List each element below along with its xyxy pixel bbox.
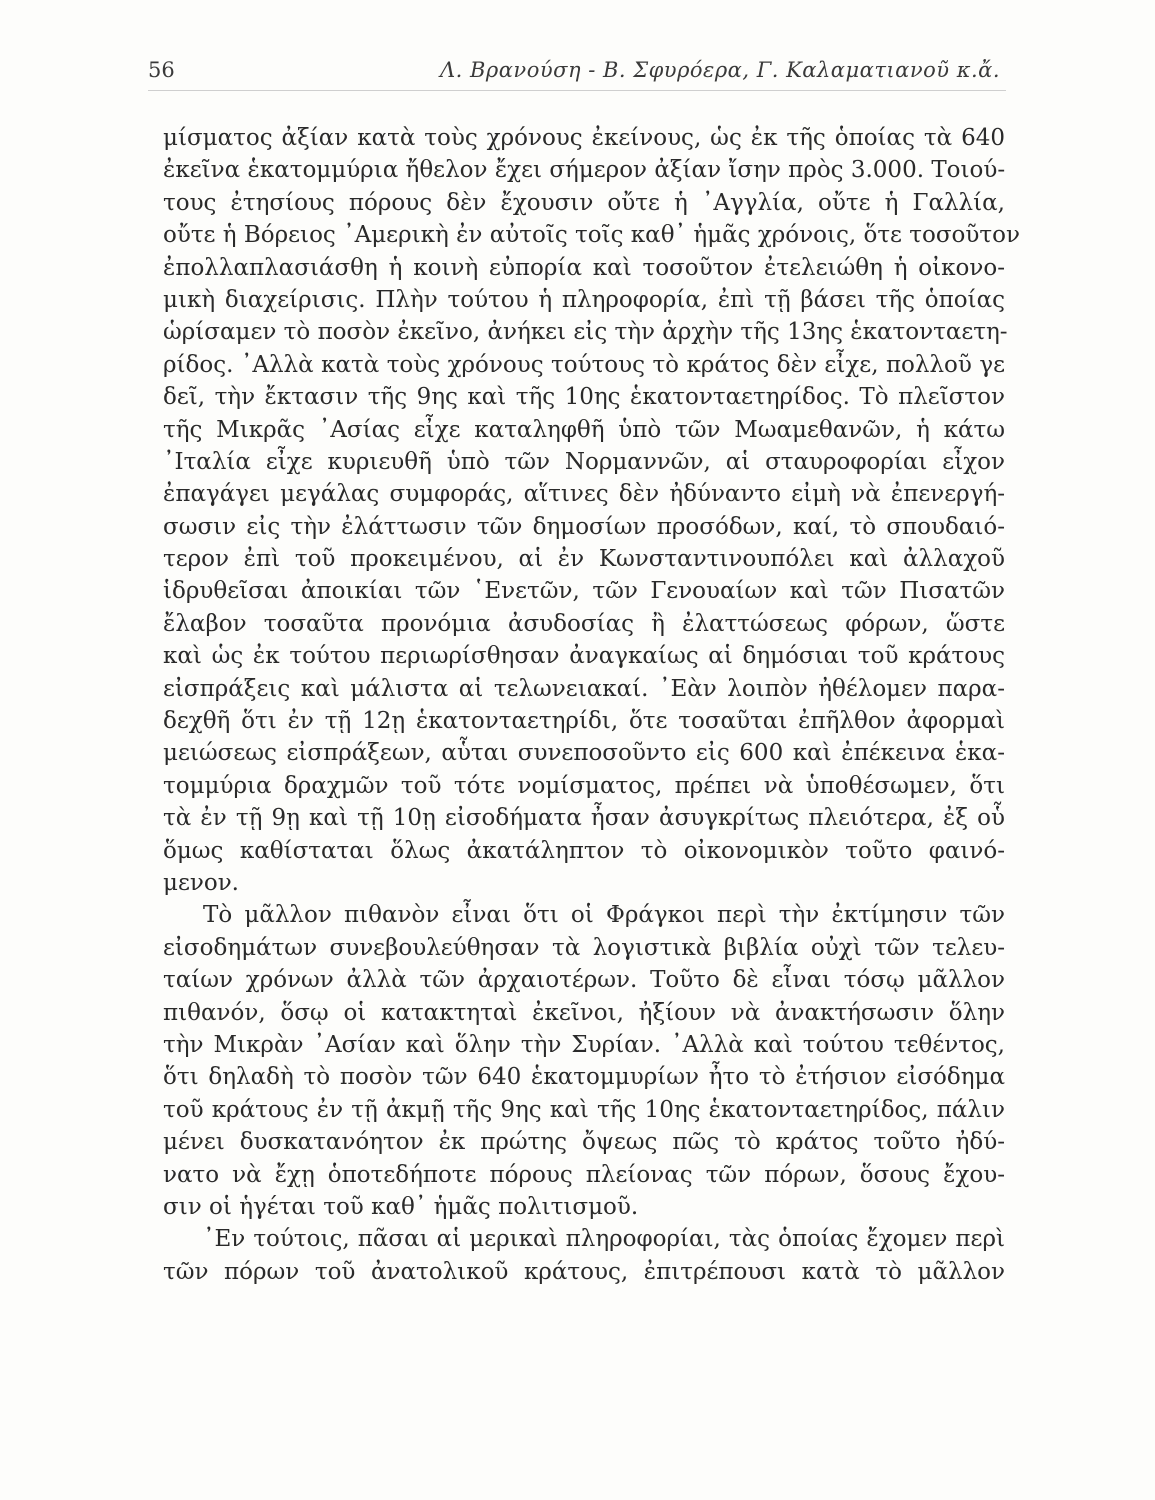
text-line: ὅτι δηλαδὴ τὸ ποσὸν τῶν 640 ἑκατομμυρίων ἦτο τὸ ἐτήσιον εἰσόδημα [163, 1064, 1005, 1091]
text-line: μειώσεως εἰσπράξεων, αὗται συνεποσοῦντο εἰς 600 καὶ ἐπέκεινα ἑκα- [163, 740, 1005, 767]
text-line: τῶν πόρων τοῦ ἀνατολικοῦ κράτους, ἐπιτρέπουσι κατὰ τὸ μᾶλλον [163, 1258, 1005, 1285]
text-line: οὔτε ἡ Βόρειος ᾿Αμερικὴ ἐν αὐτοῖς τοῖς καθ᾿ ἡμᾶς χρόνοις, ὅτε τοσοῦτον [163, 222, 1020, 249]
running-title: Λ. Βρανούση - Β. Σφυρόερα, Γ. Καλαματιανοῦ κ.ἄ. [439, 58, 1000, 82]
text-line: ὅμως καθίσταται ὅλως ἀκατάληπτον τὸ οἰκονομικὸν τοῦτο φαινό- [163, 837, 1005, 864]
text-line: ἐκεῖνα ἑκατομμύρια ἤθελον ἔχει σήμερον ἀξίαν ἴσην πρὸς 3.000. Τοιού- [163, 157, 1006, 184]
text-line: ταίων χρόνων ἀλλὰ τῶν ἀρχαιοτέρων. Τοῦτο δὲ εἶναι τόσῳ μᾶλλον [163, 967, 1005, 994]
text-line: εἰσοδημάτων συνεβουλεύθησαν τὰ λογιστικὰ βιβλία οὐχὶ τῶν τελευ- [163, 934, 1005, 961]
text-line: τὴν Μικρὰν ᾿Ασίαν καὶ ὅλην τὴν Συρίαν. ᾿Αλλὰ καὶ τούτου τεθέντος, [163, 1031, 1005, 1058]
text-line: μένει δυσκατανόητον ἐκ πρώτης ὄψεως πῶς τὸ κράτος τοῦτο ἠδύ- [163, 1129, 1005, 1156]
text-line: ρίδος. ᾿Αλλὰ κατὰ τοὺς χρόνους τούτους τὸ κράτος δὲν εἶχε, πολλοῦ γε [163, 351, 1005, 378]
text-line: τους ἐτησίους πόρους δὲν ἔχουσιν οὔτε ἡ ᾿Αγγλία, οὔτε ἡ Γαλλία, [163, 189, 1005, 216]
body-text [163, 122, 1020, 1288]
text-line: ἱδρυθεῖσαι ἀποικίαι τῶν ῾Ενετῶν, τῶν Γενουαίων καὶ τῶν Πισατῶν [163, 578, 1005, 605]
running-head [148, 58, 1006, 91]
text-line: τῆς Μικρᾶς ᾿Ασίας εἶχε καταληφθῆ ὑπὸ τῶν Μωαμεθανῶν, ἡ κάτω [163, 416, 1005, 443]
text-line: τερον ἐπὶ τοῦ προκειμένου, αἱ ἐν Κωνσταντινουπόλει καὶ ἀλλαχοῦ [163, 546, 1005, 573]
text-line: ᾿Ιταλία εἶχε κυριευθῆ ὑπὸ τῶν Νορμαννῶν, αἱ σταυροφορίαι εἶχον [163, 448, 1005, 475]
text-line: ὡρίσαμεν τὸ ποσὸν ἐκεῖνο, ἀνήκει εἰς τὴν ἀρχὴν τῆς 13ης ἑκατονταετη- [163, 319, 1008, 346]
text-line: σωσιν εἰς τὴν ἐλάττωσιν τῶν δημοσίων προσόδων, καί, τὸ σπουδαιό- [163, 513, 1005, 540]
text-line: μικὴ διαχείρισις. Πλὴν τούτου ἡ πληροφορία, ἐπὶ τῇ βάσει τῆς ὁποίας [163, 286, 1005, 313]
text-line: ᾿Εν τούτοις, πᾶσαι αἱ μερικαὶ πληροφορίαι, τὰς ὁποίας ἔχομεν περὶ [203, 1226, 1005, 1253]
text-line: μίσματος ἀξίαν κατὰ τοὺς χρόνους ἐκείνους, ὡς ἐκ τῆς ὁποίας τὰ 640 [163, 125, 1005, 151]
text-line: εἰσπράξεις καὶ μάλιστα αἱ τελωνειακαί. ᾿Εὰν λοιπὸν ἠθέλομεν παρα- [163, 675, 1005, 702]
text-line: πιθανόν, ὅσῳ οἱ κατακτηταὶ ἐκεῖνοι, ἠξίουν νὰ ἀνακτήσωσιν ὅλην [163, 999, 1005, 1026]
text-line: δεῖ, τὴν ἔκτασιν τῆς 9ης καὶ τῆς 10ης ἑκατονταετηρίδος. Τὸ πλεῖστον [163, 384, 1005, 411]
text-line: δεχθῆ ὅτι ἐν τῇ 12ῃ ἑκατονταετηρίδι, ὅτε τοσαῦται ἐπῆλθον ἀφορμαὶ [163, 708, 1005, 735]
text-line: ἔλαβον τοσαῦτα προνόμια ἀσυδοσίας ἢ ἐλαττώσεως φόρων, ὥστε [163, 610, 1005, 637]
text-line: καὶ ὡς ἐκ τούτου περιωρίσθησαν ἀναγκαίως αἱ δημόσιαι τοῦ κράτους [163, 643, 1005, 670]
page-number: 56 [148, 58, 175, 82]
text-line: μενον. [163, 869, 239, 896]
text-line: Τὸ μᾶλλον πιθανὸν εἶναι ὅτι οἱ Φράγκοι περὶ τὴν ἐκτίμησιν τῶν [203, 902, 1005, 929]
text-line: τομμύρια δραχμῶν τοῦ τότε νομίσματος, πρέπει νὰ ὑποθέσωμεν, ὅτι [163, 772, 1005, 799]
text-line: τοῦ κράτους ἐν τῇ ἀκμῇ τῆς 9ης καὶ τῆς 10ης ἑκατονταετηρίδος, πάλιν [163, 1096, 1005, 1123]
text-line: νατο νὰ ἔχῃ ὁποτεδήποτε πόρους πλείονας τῶν πόρων, ὅσους ἔχου- [163, 1161, 1005, 1188]
text-line: ἐπαγάγει μεγάλας συμφοράς, αἵτινες δὲν ἠδύναντο εἰμὴ νὰ ἐπενεργή- [163, 481, 1005, 508]
text-line: σιν οἱ ἡγέται τοῦ καθ᾿ ἡμᾶς πολιτισμοῦ. [163, 1193, 639, 1220]
text-line: τὰ ἐν τῇ 9ῃ καὶ τῇ 10ῃ εἰσοδήματα ἦσαν ἀσυγκρίτως πλειότερα, ἐξ οὗ [163, 805, 1005, 832]
text-line: ἐπολλαπλασιάσθη ἡ κοινὴ εὐπορία καὶ τοσοῦτον ἐτελειώθη ἡ οἰκονο- [163, 254, 1005, 281]
